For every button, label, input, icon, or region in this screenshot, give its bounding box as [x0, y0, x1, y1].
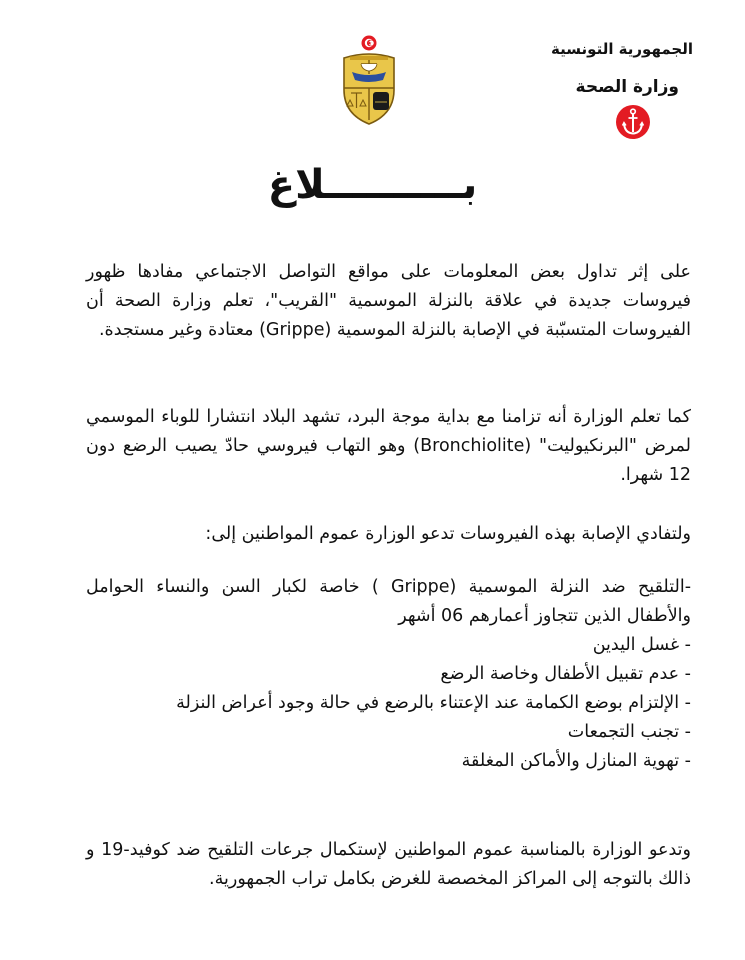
list-item: - تجنب التجمعات: [567, 722, 691, 742]
document-title: بــــــــــلاغ: [267, 162, 478, 208]
anchor-crescent-logo-icon: [615, 104, 651, 140]
recommendations-list: [86, 573, 691, 776]
list-item: - الإلتزام بوضع الكمامة عند الإعتناء بالرضع في حالة وجود أعراض النزلة: [176, 693, 691, 713]
paragraph-covid-vaccination: وتدعو الوزارة بالمناسبة عموم المواطنين لإستكمال جرعات التلقيح ضد كوفيد-19 و ذالك بالتوجه إلى المراكز المخصصة للغرض بكامل تراب الجمهورية.: [86, 840, 692, 889]
tunisia-coat-of-arms-icon: [338, 34, 400, 126]
list-item: -التلقيح ضد النزلة الموسمية (Grippe ) خاصة لكبار السن والنساء الحوامل والأطفال الذين تتجاوز أعمارهم 06 أشهر: [86, 577, 692, 626]
list-item: - عدم تقبيل الأطفال وخاصة الرضع: [440, 664, 691, 684]
paragraph-call-to-citizens: ولتفادي الإصابة بهذه الفيروسات تدعو الوزارة عموم المواطنين إلى:: [205, 524, 691, 544]
republic-name: الجمهورية التونسية: [551, 40, 693, 58]
ministry-name: وزارة الصحة: [575, 77, 679, 97]
header-block: [493, 38, 693, 100]
list-item: - تهوية المنازل والأماكن المغلقة: [461, 751, 691, 771]
list-item: - غسل اليدين: [592, 635, 691, 655]
paragraph-bronchiolitis: كما تعلم الوزارة أنه تزامنا مع بداية موجة البرد، تشهد البلاد انتشارا للوباء الموسمي لمرض "البرنكيوليت" (Bronchiolite) وهو التهاب فيروسي حادّ يصيب الرضع دون 12 شهرا.: [86, 407, 691, 485]
paragraph-misinformation: على إثر تداول بعض المعلومات على مواقع التواصل الاجتماعي مفادها ظهور فيروسات جديدة في علاقة بالنزلة الموسمية "القريب"، تعلم وزارة الصحة أن الفيروسات المتسبّبة في الإصابة بالنزلة الموسمية (Grippe) معتادة وغير مستجدة.: [86, 262, 691, 340]
